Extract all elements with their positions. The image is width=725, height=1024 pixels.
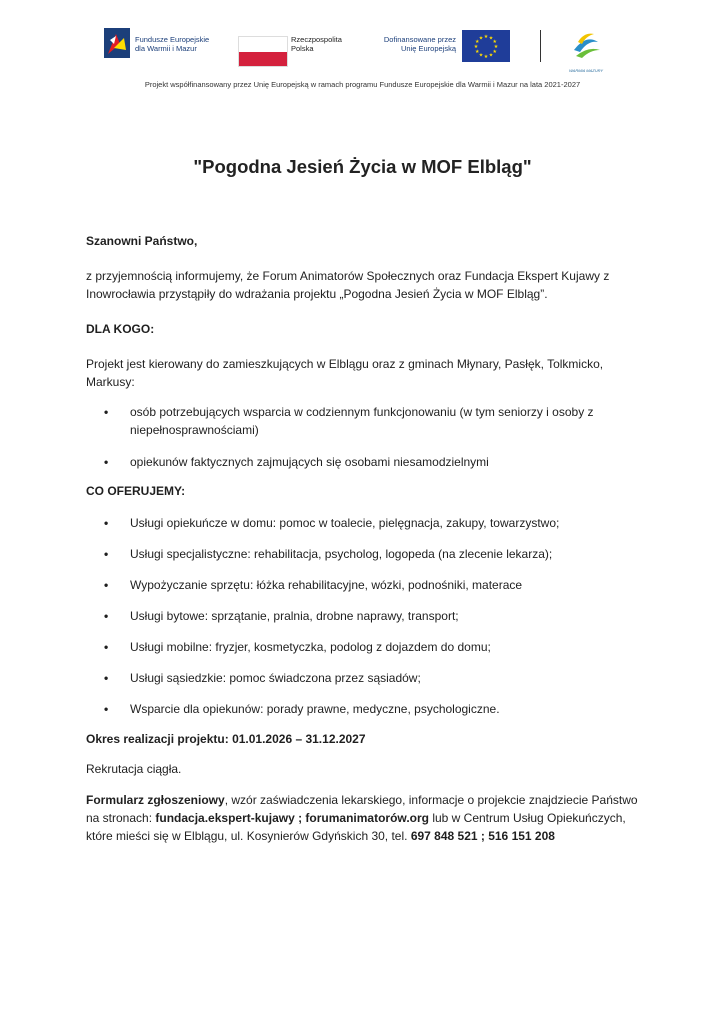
list-item: • Usługi specjalistyczne: rehabilitacja, psycholog, logopeda (na zlecenie lekarza); — [104, 547, 553, 561]
bullet-icon: • — [104, 405, 109, 419]
greeting: Szanowni Państwo, — [86, 234, 198, 248]
list-item: • Wsparcie dla opiekunów: porady prawne, medyczne, psychologiczne. — [104, 702, 500, 716]
offer-heading: CO OFERUJEMY: — [86, 484, 186, 498]
bullet-icon: • — [104, 547, 109, 561]
eu-flag-icon — [462, 30, 510, 62]
svg-text:★: ★ — [475, 49, 480, 55]
websites: fundacja.ekspert-kujawy ; forumanimatorów.org — [155, 811, 429, 825]
page-title: "Pogodna Jesień Życia w MOF Elbląg" — [193, 156, 532, 177]
bullet-icon: • — [104, 455, 109, 469]
svg-text:★: ★ — [473, 44, 479, 50]
letter-body — [86, 232, 646, 845]
svg-text:★: ★ — [492, 39, 497, 45]
cofinancing-banner: Projekt współfinansowany przez Unię Europejską w ramach programu Fundusze Europejskie dla Warmii i Mazur na lata 2021-2027 — [144, 80, 581, 89]
list-item: • osób potrzebujących wsparcia w codziennym funkcjonowaniu (w tym seniorzy i osoby z niepełnosprawnościami) — [104, 405, 594, 437]
svg-text:★: ★ — [493, 44, 499, 50]
svg-text:★: ★ — [488, 52, 494, 59]
svg-text:★: ★ — [492, 49, 497, 55]
warmia-mazury-logo-text: WARMIA MAZURY — [568, 68, 604, 73]
closing-text-1: , wzór zaświadczenia lekarskiego, informacje o projekcie znajdziecie Państwo na stronach: — [86, 793, 638, 825]
bullet-icon: • — [104, 640, 109, 654]
list-item: • opiekunów faktycznych zajmujących się osobami niesamodzielnymi — [104, 455, 489, 469]
svg-text:★: ★ — [475, 39, 480, 45]
bullet-icon: • — [104, 516, 109, 530]
form-label: Formularz zgłoszeniowy — [86, 793, 225, 807]
project-period: Okres realizacji projektu: 01.01.2026 – 31.12.2027 — [86, 732, 366, 746]
list-item: • Usługi mobilne: fryzjer, kosmetyczka, podolog z dojazdem do domu; — [104, 640, 491, 654]
recruitment-note: Rekrutacja ciągła. — [86, 762, 182, 776]
fundusze-europejskie-logo-text: Fundusze Europejskie dla Warmii i Mazur — [135, 35, 210, 53]
warmia-mazury-logo-icon — [566, 28, 606, 66]
for-whom-text: Projekt jest kierowany do zamieszkujących w Elblągu oraz z gminach Młynary, Pasłęk, Tolkmicko, Markusy: — [86, 357, 604, 389]
svg-text:★: ★ — [483, 54, 489, 60]
for-whom-heading: DLA KOGO: — [86, 322, 155, 336]
fundusze-europejskie-logo-icon — [104, 28, 130, 58]
svg-text:★: ★ — [478, 52, 484, 59]
for-whom-list — [86, 403, 646, 471]
bullet-icon: • — [104, 609, 109, 623]
eu-cofinancing-text: Dofinansowane przez Unię Europejską — [383, 35, 456, 53]
offer-list — [86, 514, 646, 718]
bullet-icon: • — [104, 702, 109, 716]
list-item: • Wypożyczanie sprzętu: łóżka rehabilitacyjne, wózki, podnośniki, materace — [104, 578, 523, 592]
closing-text-2: lub w Centrum Usług Opiekuńczych, które mieści się w Elblągu, ul. Kosynierów Gdyńskich 30, tel. — [86, 811, 626, 843]
svg-text:★: ★ — [488, 35, 494, 42]
rzeczpospolita-logo-text: Rzeczpospolita Polska — [291, 35, 342, 53]
logo-separator — [540, 30, 541, 62]
svg-text:★: ★ — [483, 34, 489, 40]
bullet-icon: • — [104, 671, 109, 685]
list-item: • Usługi bytowe: sprzątanie, pralnia, drobne naprawy, transport; — [104, 609, 459, 623]
logo-bar — [0, 22, 725, 73]
svg-text:★: ★ — [478, 35, 484, 42]
list-item: • Usługi sąsiedzkie: pomoc świadczona przez sąsiadów; — [104, 671, 421, 685]
bullet-icon: • — [104, 578, 109, 592]
poland-flag-icon — [238, 36, 288, 67]
intro-paragraph: z przyjemnością informujemy, że Forum Animatorów Społecznych oraz Fundacja Ekspert Kujawy z Inowrocławia przystąpiły do wdrażania projektu „Pogodna Jesień Życia w MOF Elbląg”. — [86, 269, 610, 301]
phone-numbers: 697 848 521 ; 516 151 208 — [410, 829, 555, 843]
list-item: • Usługi opiekuńcze w domu: pomoc w toalecie, pielęgnacja, zakupy, towarzystwo; — [104, 516, 560, 530]
closing-paragraph — [86, 791, 646, 845]
